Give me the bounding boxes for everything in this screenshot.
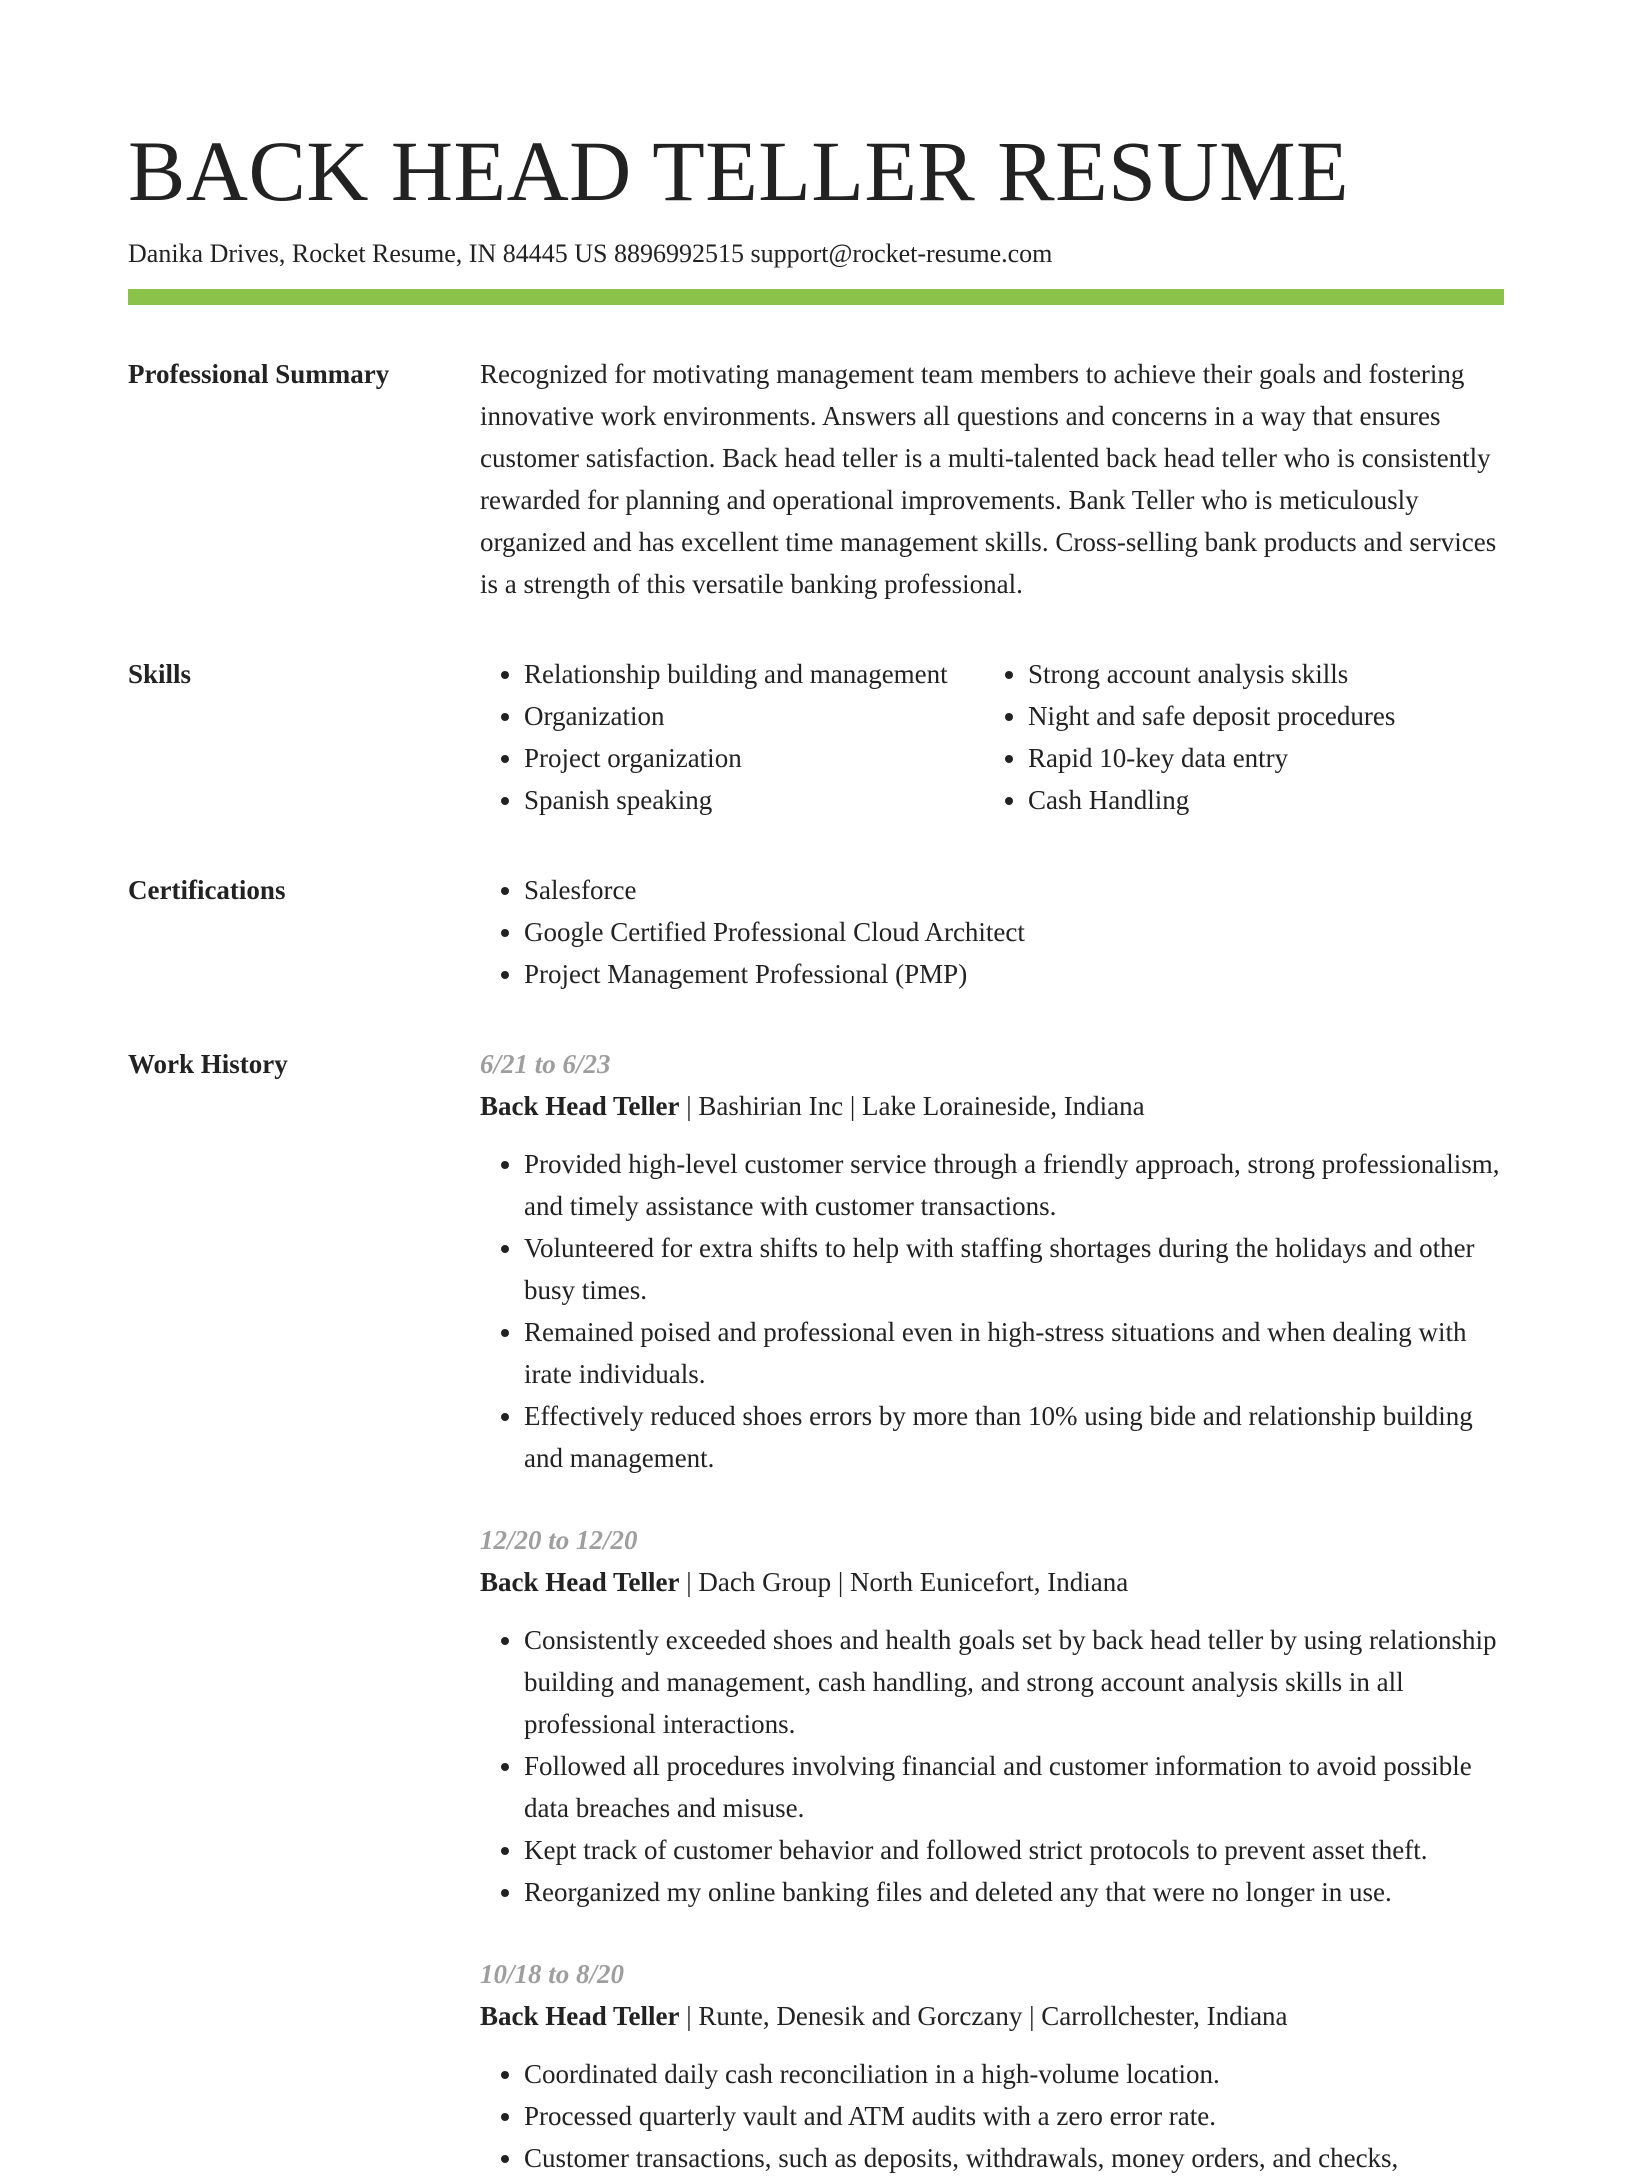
- skill-item: • Rapid 10-key data entry: [1028, 737, 1504, 779]
- skill-item: • Cash Handling: [1028, 779, 1504, 821]
- certification-item: • Salesforce: [524, 869, 1504, 911]
- section-label: Skills: [128, 659, 192, 690]
- skills-section: [128, 653, 1504, 821]
- job-dates: 12/20 to 12/20: [480, 1525, 638, 1556]
- job-entry: [480, 1519, 1504, 1913]
- job-dates: 6/21 to 6/23: [480, 1049, 611, 1080]
- job-bullet: • Followed all procedures involving financial and customer information to avoid possible data breaches and misuse.: [524, 1745, 1504, 1829]
- certification-item: • Google Certified Professional Cloud Architect: [524, 911, 1504, 953]
- job-bullet: • Effectively reduced shoes errors by more than 10% using bide and relationship building and management.: [524, 1395, 1504, 1479]
- job-heading: Back Head Teller | Runte, Denesik and Gorczany | Carrollchester, Indiana: [480, 2001, 1288, 2032]
- skill-item: • Project organization: [524, 737, 984, 779]
- job-bullets: [480, 1143, 1504, 1479]
- section-label: Professional Summary: [128, 359, 390, 390]
- job-role: Back Head Teller: [480, 1091, 680, 1122]
- job-bullets: [480, 2053, 1504, 2179]
- job-bullet: • Consistently exceeded shoes and health goals set by back head teller by using relationship building and management, cash handling, and strong account analysis skills in all professional interactions.: [524, 1619, 1504, 1745]
- section-label: Work History: [128, 1049, 288, 1080]
- job-role: Back Head Teller: [480, 2001, 680, 2032]
- job-location: North Eunicefort, Indiana: [850, 1567, 1129, 1598]
- certifications-list: [480, 869, 1504, 995]
- professional-summary-section: [128, 353, 1504, 605]
- skills-list-right: [984, 653, 1504, 821]
- work-history-section: [128, 1043, 1504, 2179]
- resume-page: [128, 0, 1504, 2179]
- job-company: Dach Group: [698, 1567, 832, 1598]
- job-bullets: [480, 1619, 1504, 1913]
- skill-item: • Spanish speaking: [524, 779, 984, 821]
- job-role: Back Head Teller: [480, 1567, 680, 1598]
- contact-line: Danika Drives, Rocket Resume, IN 84445 US 8896992515 support@rocket-resume.com: [128, 239, 1053, 268]
- job-dates: 10/18 to 8/20: [480, 1959, 625, 1990]
- job-location: Lake Loraineside, Indiana: [862, 1091, 1145, 1122]
- job-heading: Back Head Teller | Dach Group | North Eunicefort, Indiana: [480, 1567, 1129, 1598]
- accent-divider: [128, 289, 1504, 305]
- job-bullet: • Volunteered for extra shifts to help with staffing shortages during the holidays and other busy times.: [524, 1227, 1504, 1311]
- summary-text: Recognized for motivating management team members to achieve their goals and fostering innovative work environments. Answers all questions and concerns in a way that ensures customer satisfaction. Back head teller is a multi-talented back head teller who is consistently rewarded for planning and operational improvements. Bank Teller who is meticulously organized and has excellent time management skills. Cross-selling bank products and services is a strength of this versatile banking professional.: [480, 359, 1497, 600]
- job-bullet: • Processed quarterly vault and ATM audits with a zero error rate.: [524, 2095, 1504, 2137]
- job-bullet: • Remained poised and professional even in high-stress situations and when dealing with irate individuals.: [524, 1311, 1504, 1395]
- job-company: Runte, Denesik and Gorczany: [698, 2001, 1023, 2032]
- job-entry: [480, 1043, 1504, 1479]
- skill-item: • Organization: [524, 695, 984, 737]
- skill-item: • Strong account analysis skills: [1028, 653, 1504, 695]
- job-bullet: • Kept track of customer behavior and followed strict protocols to prevent asset theft.: [524, 1829, 1504, 1871]
- job-location: Carrollchester, Indiana: [1041, 2001, 1288, 2032]
- skills-list-left: [480, 653, 984, 821]
- job-bullet: • Customer transactions, such as deposits, withdrawals, money orders, and checks,: [524, 2137, 1504, 2179]
- skill-item: • Relationship building and management: [524, 653, 984, 695]
- resume-title: BACK HEAD TELLER RESUME: [128, 123, 1350, 219]
- job-entry: [480, 1953, 1504, 2179]
- certification-item: • Project Management Professional (PMP): [524, 953, 1504, 995]
- job-company: Bashirian Inc: [698, 1091, 844, 1122]
- job-heading: Back Head Teller | Bashirian Inc | Lake Loraineside, Indiana: [480, 1091, 1145, 1122]
- certifications-section: [128, 869, 1504, 995]
- skill-item: • Night and safe deposit procedures: [1028, 695, 1504, 737]
- job-bullet: • Reorganized my online banking files and deleted any that were no longer in use.: [524, 1871, 1504, 1913]
- job-bullet: • Provided high-level customer service through a friendly approach, strong professionalism, and timely assistance with customer transactions.: [524, 1143, 1504, 1227]
- section-label: Certifications: [128, 875, 286, 906]
- job-bullet: • Coordinated daily cash reconciliation in a high-volume location.: [524, 2053, 1504, 2095]
